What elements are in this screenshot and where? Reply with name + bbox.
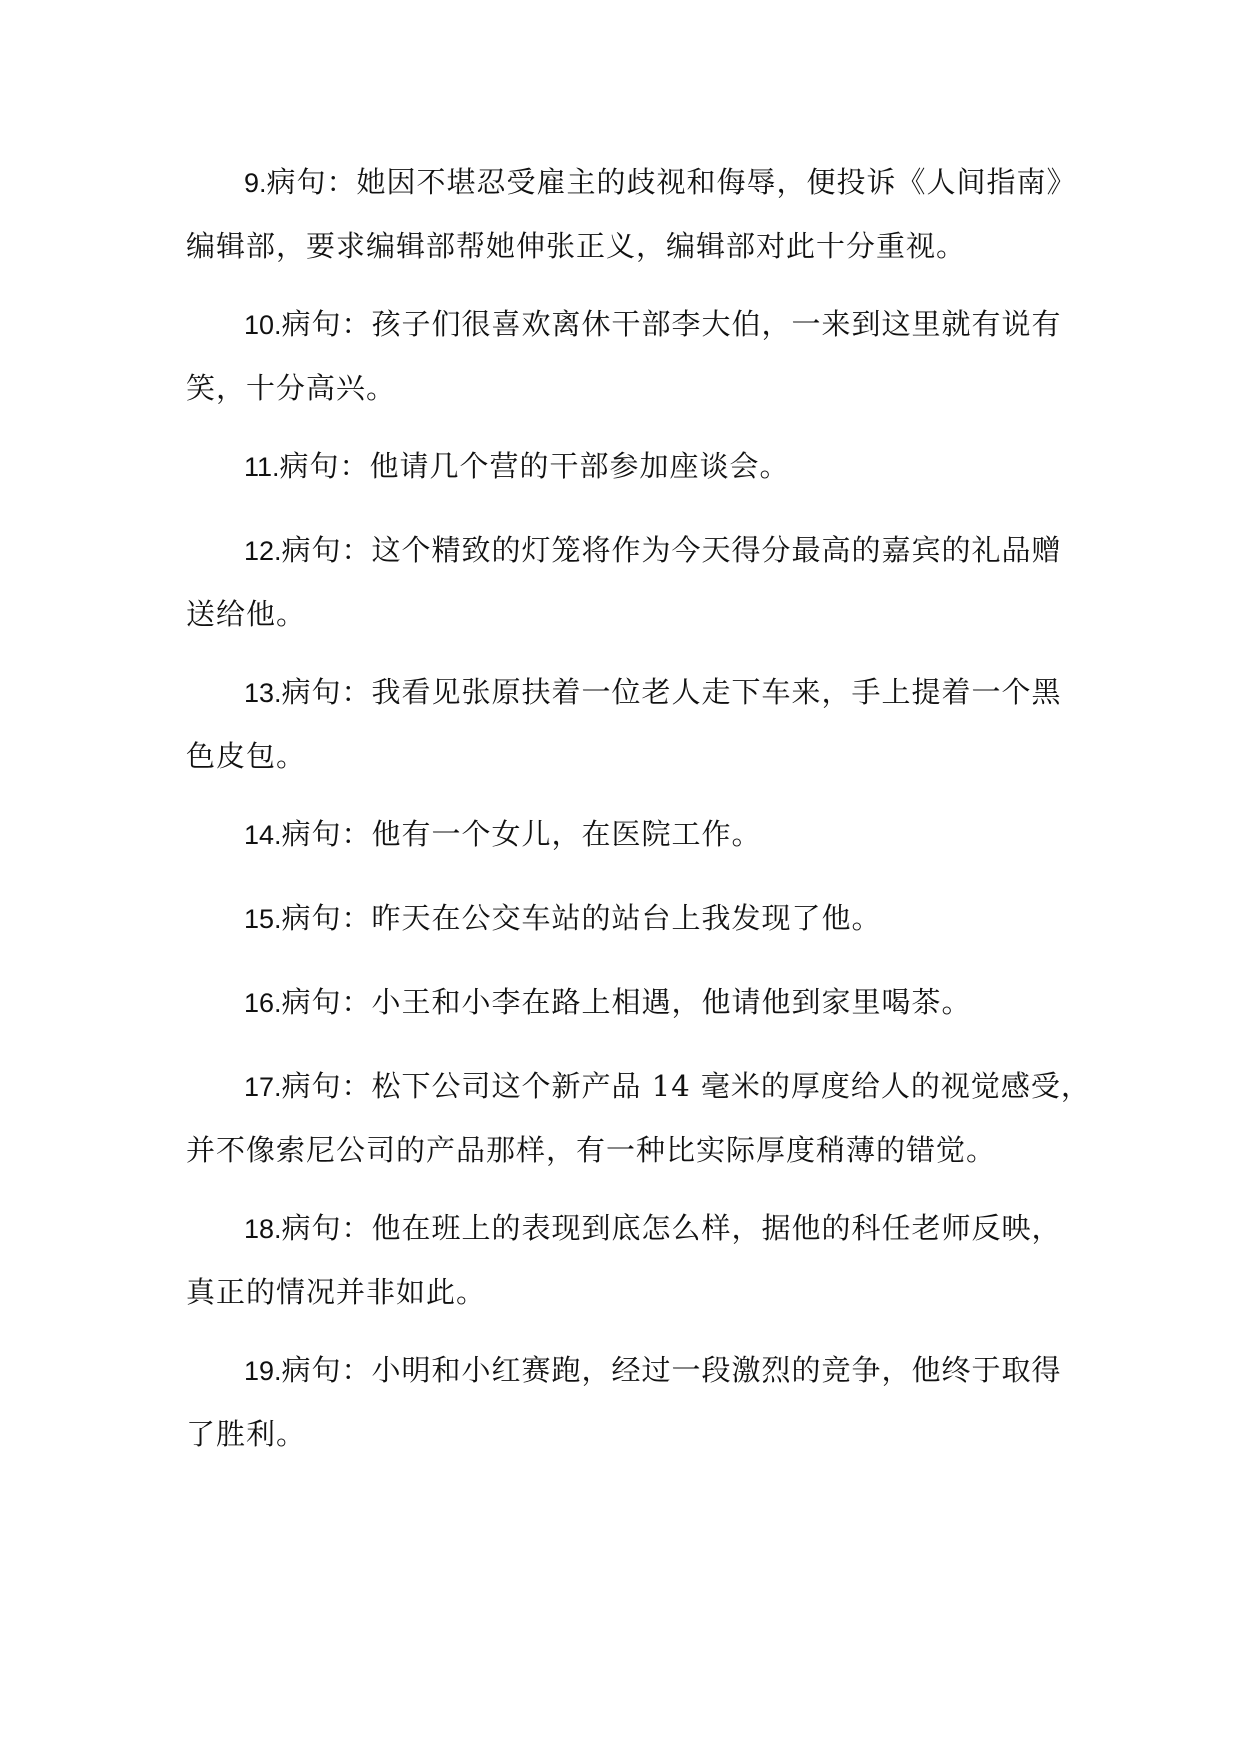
item-number: 11.: [244, 452, 280, 482]
sentence-item-12: [186, 518, 1066, 646]
item-number: 15.: [244, 904, 282, 934]
item-text-line-1: 病句：昨天在公交车站的站台上我发现了他。: [281, 901, 882, 935]
sentence-item-11: [186, 434, 1066, 498]
item-number: 12.: [244, 536, 282, 566]
item-number: 19.: [244, 1356, 282, 1386]
item-text-line-1: 病句：他在班上的表现到底怎么样，据他的科任老师反映，: [281, 1211, 1062, 1245]
item-number: 9.: [244, 168, 267, 198]
item-number: 14.: [244, 820, 282, 850]
item-number: 10.: [244, 310, 282, 340]
item-number: 13.: [244, 678, 282, 708]
item-text-line-2: 真正的情况并非如此。: [186, 1275, 487, 1309]
sentence-item-14: [186, 802, 1066, 866]
item-text-line-1: 病句：他请几个营的干部参加座谈会。: [279, 449, 790, 483]
item-text-line-2: 笑，十分高兴。: [186, 371, 397, 405]
item-text-line-2: 并不像索尼公司的产品那样，有一种比实际厚度稍薄的错觉。: [186, 1133, 997, 1167]
sentence-item-13: [186, 660, 1066, 788]
item-number: 16.: [244, 988, 282, 1018]
item-number: 17.: [244, 1072, 282, 1102]
item-text-line-2: 编辑部，要求编辑部帮她伸张正义，编辑部对此十分重视。: [186, 229, 967, 263]
sentence-item-17: [186, 1054, 1091, 1182]
item-text-line-2: 了胜利。: [186, 1417, 307, 1451]
item-text-line-2: 送给他。: [186, 597, 307, 631]
item-text-line-1: 病句：我看见张原扶着一位老人走下车来，手上提着一个黑: [281, 675, 1062, 709]
sentence-item-10: [186, 292, 1066, 420]
sentence-item-18: [186, 1196, 1066, 1324]
item-text-line-1: 病句：这个精致的灯笼将作为今天得分最高的嘉宾的礼品赠: [281, 533, 1062, 567]
sentence-item-19: [186, 1338, 1066, 1466]
item-number: 18.: [244, 1214, 282, 1244]
sentence-item-15: [186, 886, 1066, 950]
item-text-line-1: 病句：小王和小李在路上相遇，他请他到家里喝茶。: [281, 985, 972, 1019]
sentence-item-9: [186, 150, 1077, 278]
sentence-item-16: [186, 970, 1066, 1034]
item-text-line-1: 病句：孩子们很喜欢离休干部李大伯，一来到这里就有说有: [281, 307, 1062, 341]
item-text-line-1: 病句：松下公司这个新产品 14 毫米的厚度给人的视觉感受，: [281, 1069, 1091, 1103]
item-text-line-1: 病句：她因不堪忍受雇主的歧视和侮辱，便投诉《人间指南》: [266, 165, 1077, 199]
item-text-line-1: 病句：小明和小红赛跑，经过一段激烈的竞争，他终于取得: [281, 1353, 1062, 1387]
item-text-line-1: 病句：他有一个女儿，在医院工作。: [281, 817, 762, 851]
item-text-line-2: 色皮包。: [186, 739, 307, 773]
